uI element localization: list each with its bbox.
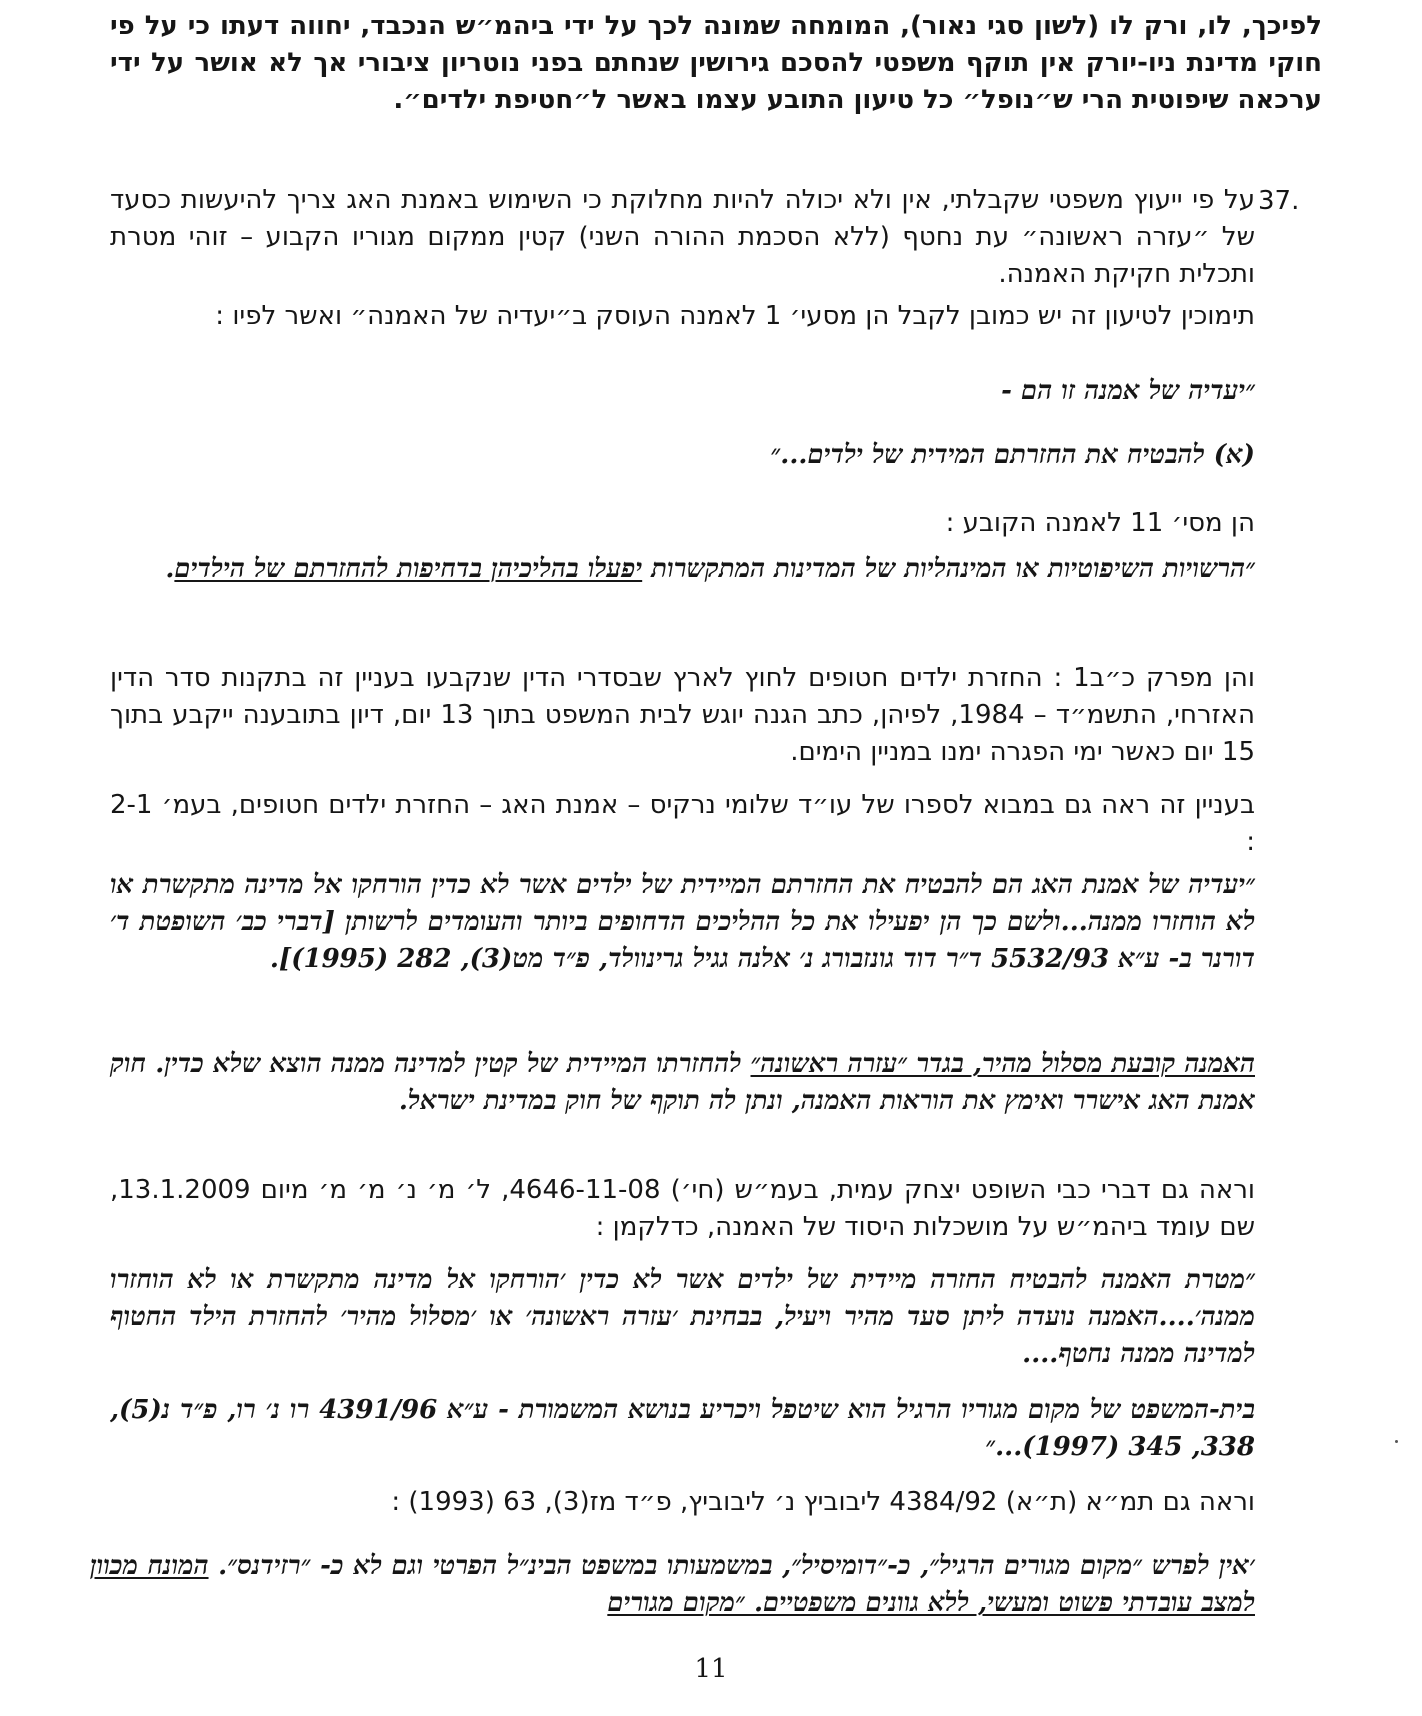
item-number: 37. — [1258, 186, 1300, 216]
quote-fast-track — [110, 1046, 1255, 1120]
quote-section-11-end: . — [165, 554, 175, 584]
quote-narkis: ״יעדיה של אמנת האג הם להבטיח את החזרתם המיידית של ילדים אשר לא כדין הורחקו אל מדינה מתקשרת או לא הוחזרו ממנה...ולשם כך הן יפעילו את כל ההליכים הדחופים ביותר והעומדים לרשותן [דברי כב׳ השופטת ד׳ דורנר ב- ע״א 5532/93 ד״ר דוד גונזבורג נ׳ אלנה גגיל גרינוולד, פ״ד מט(3), 282 (1995)]. — [110, 870, 1255, 974]
quote-leibovitz-text: ׳אין לפרש ״מקום מגורים הרגיל״, כ-״דומיסיל״, במשמעותו במשפט הבינ״ל הפרטי וגם לא כ- ״רזידנס״. — [208, 1551, 1256, 1581]
paragraph-leibovitz: וראה גם תמ״א (ת״א) 4384/92 ליבוביץ נ׳ ליבוביץ, פ״ד מז(3), 63 (1993) : — [391, 1487, 1255, 1517]
paragraph-support: תימוכין לטיעון זה יש כמובן לקבל הן מסעי׳ 1 לאמנה העוסק ב״יעדיה של האמנה״ ואשר לפיו : — [215, 301, 1255, 331]
paragraph-amit: וראה גם דברי כבי השופט יצחק עמית, בעמ״ש (חי׳) 4646-11-08, ל׳ מ׳ נ׳ מ׳ מ׳ מיום 13.1.2009, שם עומד ביהמ״ש על מושכלות היסוד של האמנה, כדלקמן : — [110, 1175, 1255, 1242]
quote-aims-heading: ״יעדיה של אמנה זו הם - — [1001, 376, 1255, 406]
scan-speck — [1395, 1440, 1398, 1443]
paragraph-37: על פי ייעוץ משפטי שקבלתי, אין ולא יכולה להיות מחלוקת כי השימוש באמנת האג צריך להיעשות כסעד של ״עזרה ראשונה״ עת נחטף (ללא הסכמת ההורה השני) קטין ממקום מגוריו הקבוע – זוהי מטרת ותכלית חקיקת האמנה. — [110, 185, 1255, 289]
paragraph-narkis: בעניין זה ראה גם במבוא לספרו של עו״ד שלומי נרקיס – אמנת האג – החזרת ילדים חטופים, בעמ׳ 2-1 : — [110, 790, 1255, 857]
quote-fast-track-underlined: האמנה קובעת מסלול מהיר, בגדר ״עזרה ראשונה״ — [750, 1049, 1255, 1079]
quote-leibovitz — [90, 1548, 1255, 1622]
quote-section-11-underlined: יפעלו בהליכיהן בדחיפות להחזרתם של הילדים — [174, 554, 643, 584]
quote-section-11-text: ״הרשויות השיפוטיות או המינהליות של המדינות המתקשרות — [642, 554, 1255, 584]
paragraph-chapter-22: והן מפרק כ״ב1 : החזרת ילדים חטופים לחוץ לארץ שבסדרי הדין שנקבעו בעניין זה בתקנות סדר הדין האזרחי, התשמ״ד – 1984, לפיהן, כתב הגנה יוגש לבית המשפט בתוך 13 יום, דיון בתובענה ייקבע בתוך 15 יום כאשר ימי הפגרה ימנו במניין הימים. — [110, 663, 1255, 767]
quote-leibovitz-underlined: המונח מכוון למצב עובדתי פשוט ומעשי, ללא גוונים משפטיים. ״מקום מגורים — [90, 1551, 1255, 1618]
quote-habitual-residence: בית-המשפט של מקום מגוריו הרגיל הוא שיטפל ויכריע בנושא המשמורת - ע״א 4391/96 רו נ׳ רו, פ״ד נ(5), 338, 345 (1997)...״ — [110, 1395, 1255, 1462]
paragraph-section-11: הן מסי׳ 11 לאמנה הקובע : — [945, 508, 1255, 538]
quote-section-11 — [110, 551, 1255, 588]
page-number: 11 — [694, 1654, 728, 1684]
paragraph-conclusion: לפיכך, לו, ורק לו (לשון סגי נאור), המומחה שמונה לכך על ידי ביהמ״ש הנכבד, יחווה דעתו כי על פי חוקי מדינת ניו-יורק אין תוקף משפטי להסכם גירושין שנחתם בפני נוטריון ציבורי אך לא אושר על ידי ערכאה שיפוטית הרי ש״נופל״ כל טיעון התובע עצמו באשר ל״חטיפת ילדים״. — [110, 11, 1322, 115]
quote-amit: ״מטרת האמנה להבטיח החזרה מיידית של ילדים אשר לא כדין ׳הורחקו אל מדינה מתקשרת או לא הוחזרו ממנה׳....האמנה נועדה ליתן סעד מהיר ויעיל, בבחינת ׳עזרה ראשונה׳ או ׳מסלול מהיר׳ להחזרת הילד החטוף למדינה ממנה נחטף.... — [110, 1265, 1255, 1369]
quote-fast-track-text: להחזרתו המיידית של קטין למדינה ממנה הוצא שלא כדין. חוק אמנת האג אישרר ואימץ את הוראות האמנה, ונתן לה תוקף של חוק במדינת ישראל. — [110, 1049, 1255, 1116]
quote-aims-a: (א) להבטיח את החזרתם המידית של ילדים...״ — [770, 440, 1255, 470]
